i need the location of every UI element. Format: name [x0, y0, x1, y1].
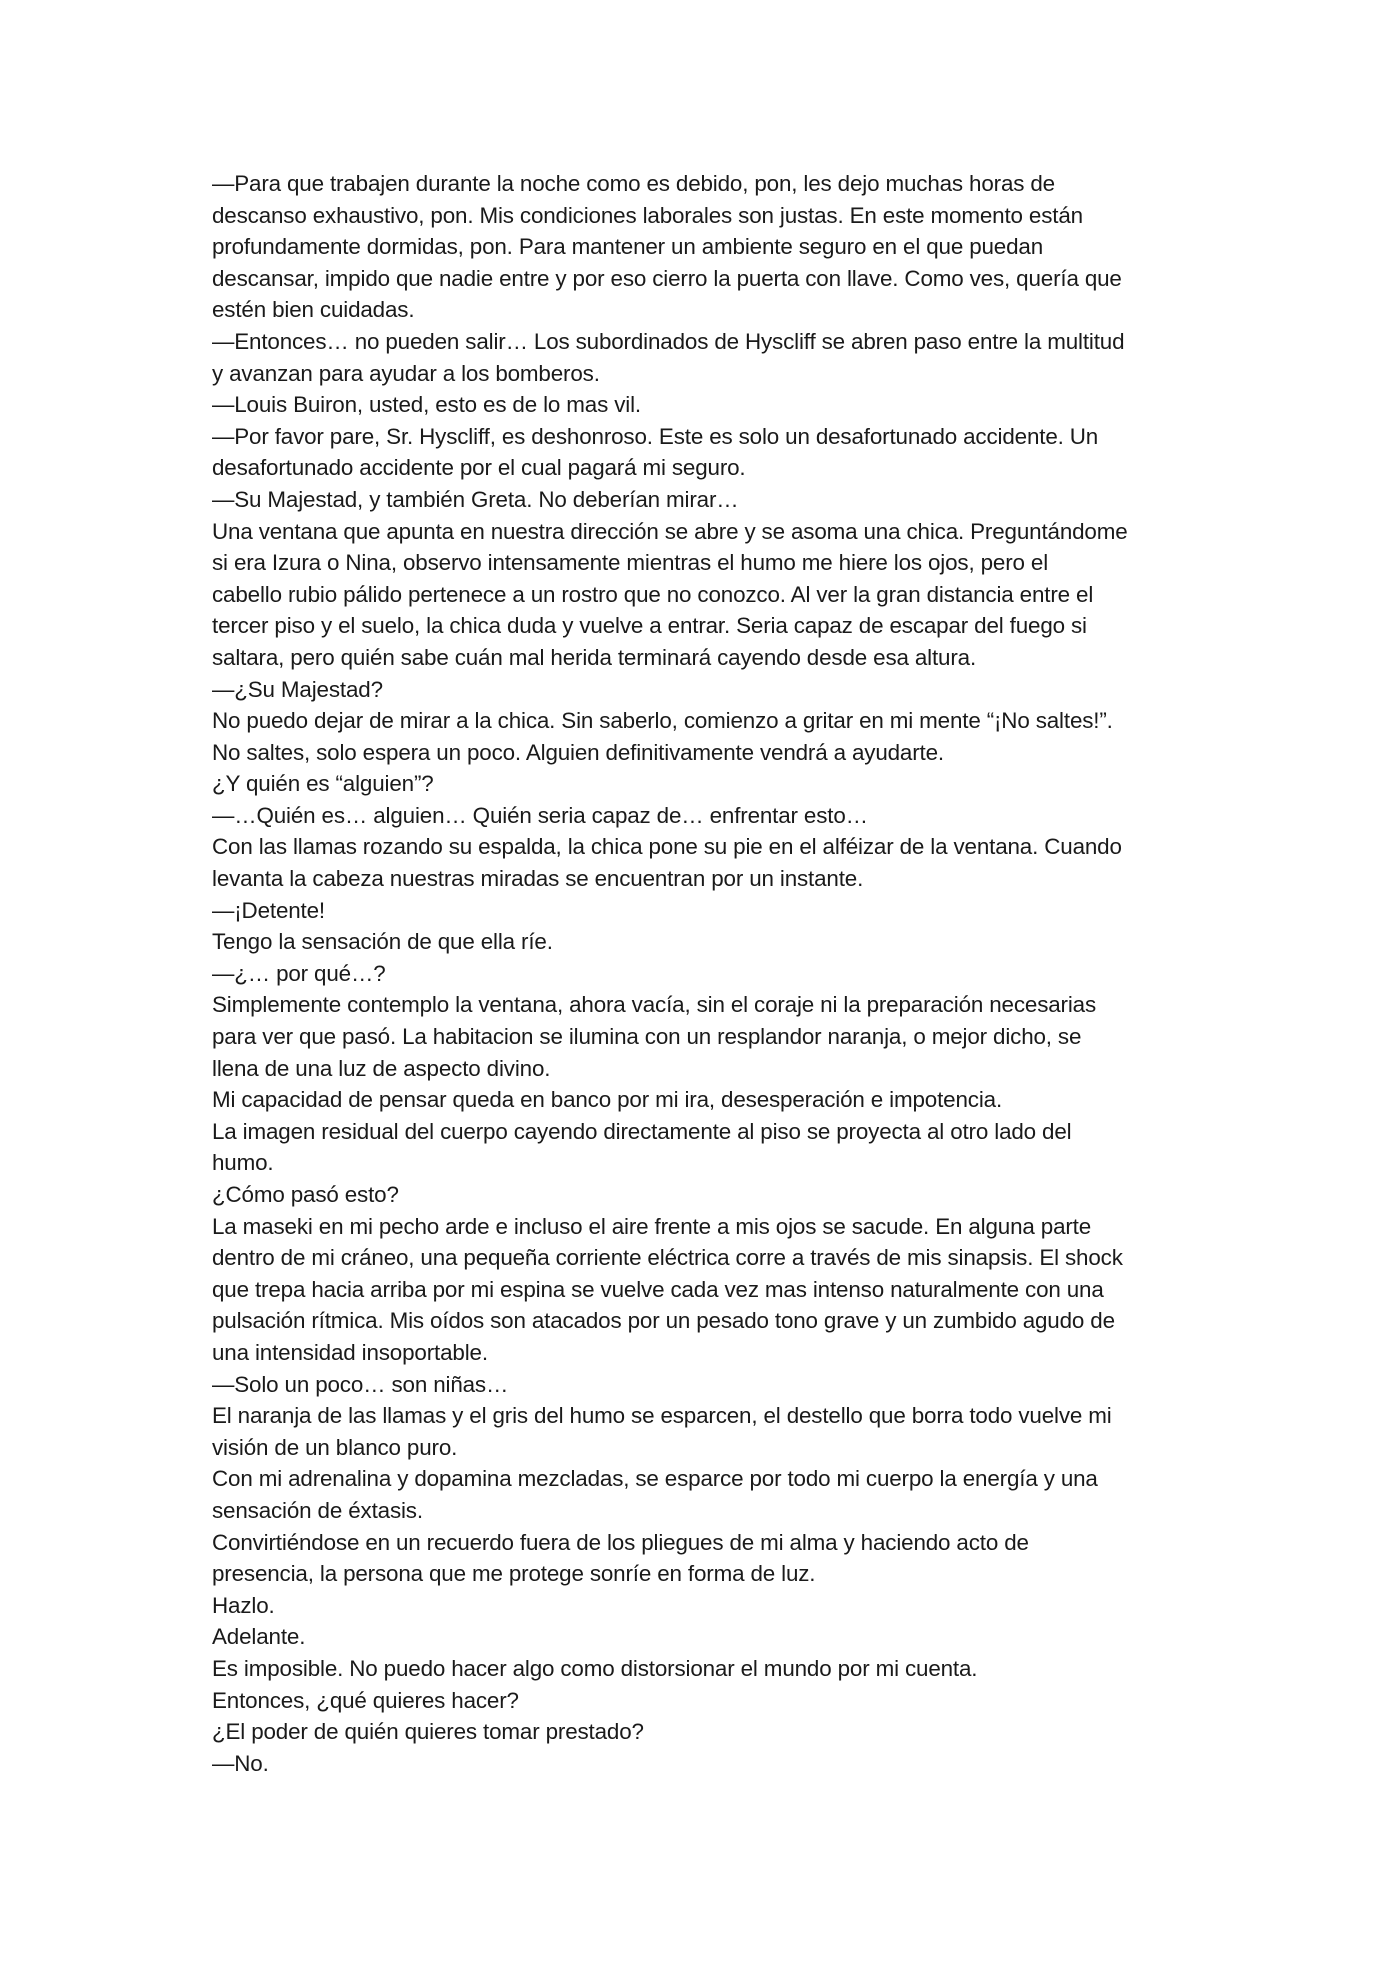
- text-line: Es imposible. No puedo hacer algo como distorsionar el mundo por mi cuenta.: [212, 1655, 978, 1681]
- text-line: —¿Su Majestad?: [212, 676, 383, 702]
- text-line: —Su Majestad, y también Greta. No deberían mirar…: [212, 486, 739, 512]
- text-line: —Solo un poco… son niñas…: [212, 1371, 509, 1397]
- text-line: —Entonces… no pueden salir… Los subordinados de Hyscliff se abren paso entre la multitud: [212, 328, 1125, 354]
- text-line: —…Quién es… alguien… Quién seria capaz de… enfrentar esto…: [212, 802, 868, 828]
- text-line: descansar, impido que nadie entre y por eso cierro la puerta con llave. Como ves, quería que: [212, 265, 1122, 291]
- text-line: ¿Y quién es “alguien”?: [212, 771, 434, 797]
- text-line: No saltes, solo espera un poco. Alguien definitivamente vendrá a ayudarte.: [212, 739, 944, 765]
- text-line: —Para que trabajen durante la noche como es debido, pon, les dejo muchas horas de: [212, 171, 1055, 196]
- text-line: visión de un blanco puro.: [212, 1434, 458, 1460]
- text-line: cabello rubio pálido pertenece a un rostro que no conozco. Al ver la gran distancia entre el: [212, 581, 1094, 607]
- text-line: descanso exhaustivo, pon. Mis condiciones laborales son justas. En este momento están: [212, 202, 1083, 228]
- text-line: profundamente dormidas, pon. Para mantener un ambiente seguro en el que puedan: [212, 234, 1044, 260]
- text-line: —¡Detente!: [212, 897, 325, 923]
- text-line: Adelante.: [212, 1624, 306, 1650]
- text-line: desafortunado accidente por el cual pagará mi seguro.: [212, 455, 746, 481]
- text-line: y avanzan para ayudar a los bomberos.: [212, 360, 600, 386]
- text-line: La imagen residual del cuerpo cayendo directamente al piso se proyecta al otro lado del: [212, 1118, 1072, 1144]
- text-line: una intensidad insoportable.: [212, 1339, 488, 1365]
- text-line: levanta la cabeza nuestras miradas se encuentran por un instante.: [212, 866, 864, 892]
- text-line: humo.: [212, 1150, 274, 1176]
- text-line: presencia, la persona que me protege sonríe en forma de luz.: [212, 1561, 816, 1587]
- text-line: para ver que pasó. La habitacion se ilumina con un resplandor naranja, o mejor dicho, se: [212, 1024, 1082, 1050]
- text-line: tercer piso y el suelo, la chica duda y vuelve a entrar. Seria capaz de escapar del fuego si: [212, 613, 1087, 639]
- text-line: Entonces, ¿qué quieres hacer?: [212, 1687, 519, 1713]
- text-line: El naranja de las llamas y el gris del humo se esparcen, el destello que borra todo vuelve mi: [212, 1403, 1112, 1429]
- text-line: ¿Cómo pasó esto?: [212, 1182, 399, 1207]
- text-line: que trepa hacia arriba por mi espina se vuelve cada vez mas intenso naturalmente con una: [212, 1276, 1104, 1302]
- text-line: —Louis Buiron, usted, esto es de lo mas vil.: [212, 392, 641, 418]
- text-line: dentro de mi cráneo, una pequeña corriente eléctrica corre a través de mis sinapsis. El shock: [212, 1245, 1123, 1271]
- text-line: Una ventana que apunta en nuestra dirección se abre y se asoma una chica. Preguntándome: [212, 518, 1128, 544]
- text-line: sensación de éxtasis.: [212, 1497, 423, 1523]
- text-line: —¿… por qué…?: [212, 960, 386, 986]
- text-line: si era Izura o Nina, observo intensamente mientras el humo me hiere los ojos, pero el: [212, 550, 1049, 576]
- text-line: Convirtiéndose en un recuerdo fuera de los pliegues de mi alma y haciendo acto de: [212, 1529, 1029, 1555]
- text-line: Simplemente contemplo la ventana, ahora vacía, sin el coraje ni la preparación necesarias: [212, 992, 1097, 1018]
- text-line: No puedo dejar de mirar a la chica. Sin saberlo, comienzo a gritar en mi mente “¡No saltes!”.: [212, 708, 1113, 734]
- text-line: ¿El poder de quién quieres tomar prestado?: [212, 1719, 644, 1745]
- text-line: Con las llamas rozando su espalda, la chica pone su pie en el alféizar de la ventana. Cuando: [212, 834, 1122, 860]
- text-line: Tengo la sensación de que ella ríe.: [212, 929, 553, 955]
- text-line: estén bien cuidadas.: [212, 297, 415, 323]
- text-line: —Por favor pare, Sr. Hyscliff, es deshonroso. Este es solo un desafortunado accidente. Un: [212, 423, 1099, 449]
- text-line: La maseki en mi pecho arde e incluso el aire frente a mis ojos se sacude. En alguna parte: [212, 1213, 1092, 1239]
- text-line: saltara, pero quién sabe cuán mal herida terminará cayendo desde esa altura.: [212, 644, 977, 670]
- document-page: [212, 168, 1202, 1779]
- text-line: —No.: [212, 1750, 269, 1776]
- text-line: Con mi adrenalina y dopamina mezcladas, se esparce por todo mi cuerpo la energía y una: [212, 1466, 1098, 1492]
- text-line: llena de una luz de aspecto divino.: [212, 1055, 551, 1081]
- text-line: Mi capacidad de pensar queda en banco por mi ira, desesperación e impotencia.: [212, 1087, 1003, 1113]
- text-line: pulsación rítmica. Mis oídos son atacados por un pesado tono grave y un zumbido agudo de: [212, 1308, 1115, 1334]
- text-line: Hazlo.: [212, 1592, 275, 1618]
